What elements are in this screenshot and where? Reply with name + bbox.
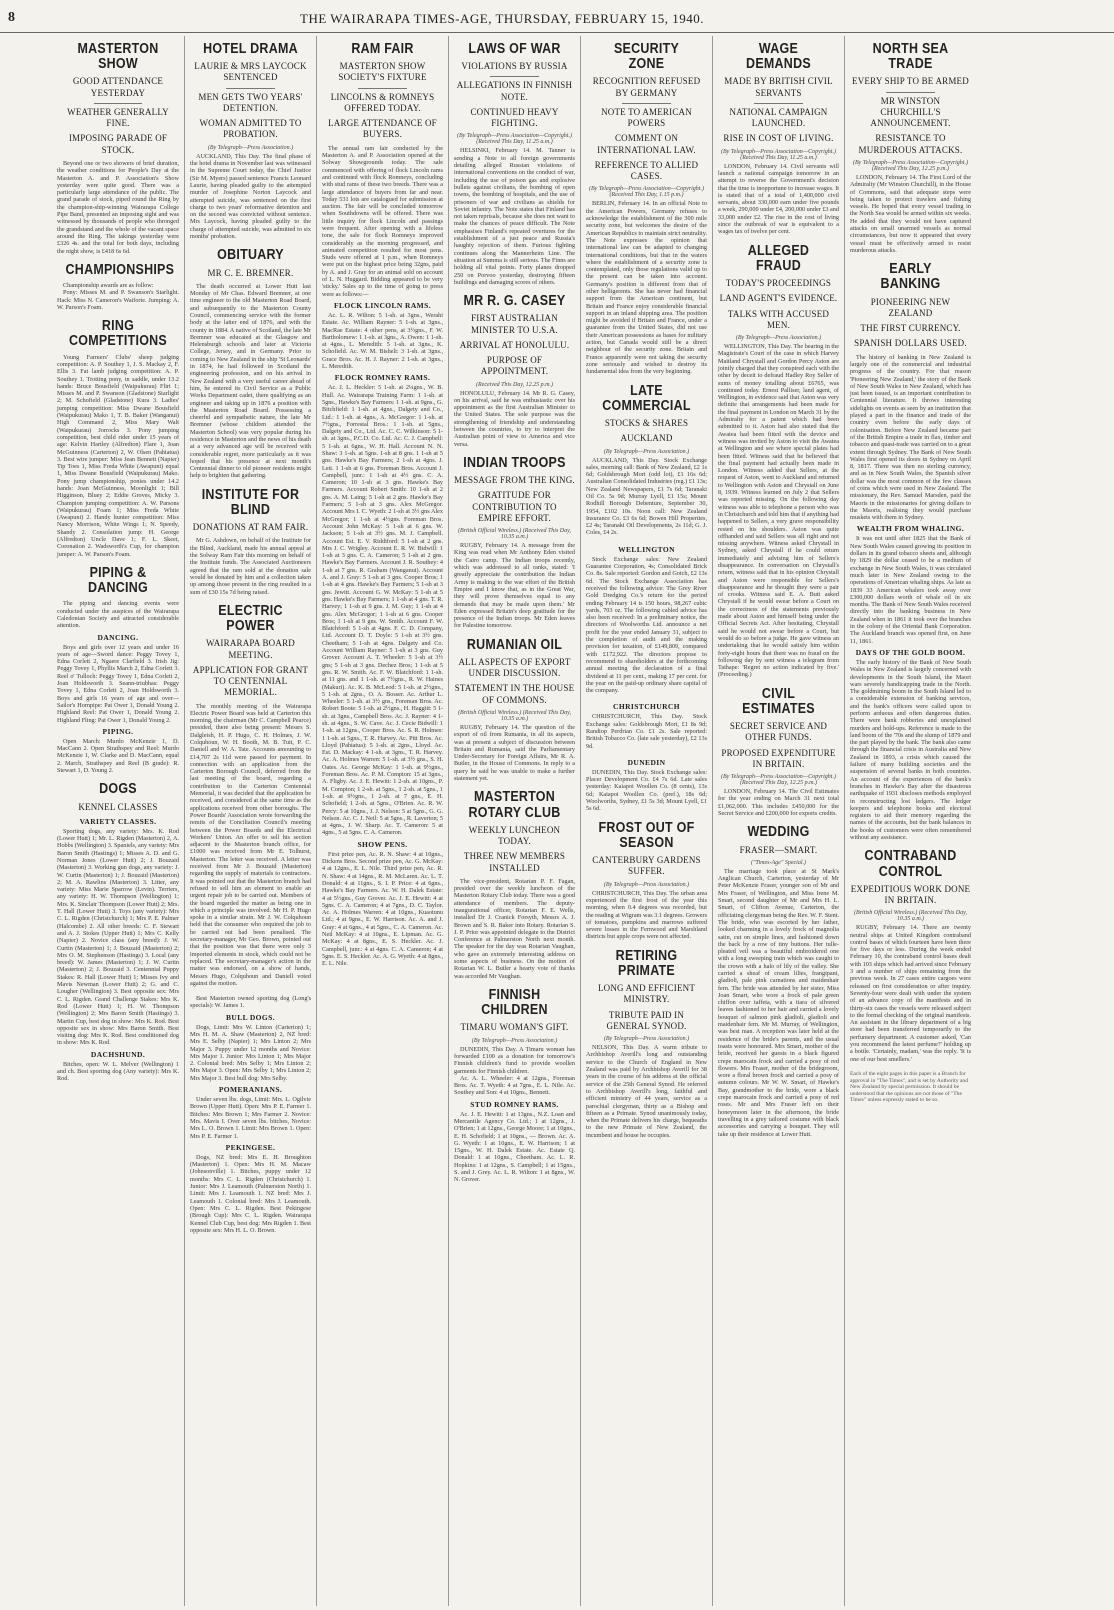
masthead-title: THE WAIRARAPA TIMES-AGE, THURSDAY, FEBRUARY 15, 1940. xyxy=(300,11,705,26)
divider xyxy=(622,103,670,104)
article-ram-fair xyxy=(322,42,443,967)
article-body: WELLINGTON, This Day. The hearing in the Magistrate's Court of the case in which Harvey Maitland Chrystall and Gordon Percy Aston are jointly charged that they conspired each with the other by deceit to defraud Hadley Roy Seller of sums of money totalling about £6765, was continued today. Ernest Palliser, land agent, of Wellington, in evidence said that Aston was very definite that arrangements had been made for the final payment in London on March 31 by the Admiralty for a patent which had been submitted to it. Aston had also stated that the Awatea had been fitted with the device and witness was invited by Aston to visit the Awatea at Wellington and see where special plates had been fitted. Witness said that he believed that the final payment had actually been made in London. Witness added that Sellers, at the request of Aston, went to Auckland and returned to Wellington with Aston and Chrystall on June 8, 1939. Witness learned on July 2 that Sellers was reported missing. On the following day witness was able to telephone a person who was in Christchurch and told him that if anything had happened to Sellers, a very grave responsibility rested on his shoulders. Aston was quite offhanded and said Sellers was all right and not missing anywhere. Witness asked Chrystall in Sydney, asked Chrystall if he could return immediately and advising him of Sellers's disappearance. In conversation on Chrystall's return, witness said that in his opinion Chrystall and Aston were responsible for Sellers's disappearance and he thought they were a pair of crooks. Witness said E. A. Butt asked Chrystall if he would swear before a Court on the correctness of the statements previously made about Aston and himself being under the Official Secrets Act. After hesitating, Chrystall said he would not swear before a Court, but would do so before a judge. He gave witness an undertaking that he would satisfy him within forty-eight hours that there was no fraud on the following day by sent witness a telegram from Taihape: 'Regret no action indicated by five.' (Proceeding.) xyxy=(718,343,839,679)
divider xyxy=(886,92,934,93)
subheadline: GRATITUDE FOR CONTRIBUTION TO EMPIRE EFFORT. xyxy=(472,490,557,523)
article-dogs-continued xyxy=(190,995,311,1234)
subheadline: PROPOSED EXPENDITURE IN BRITAIN. xyxy=(721,747,836,769)
article-body: It was not until after 1825 that the Bank of New South Wales caused growing its position in dollars in its grand tobacco sheets and, although by 1829 the dollar ceased to be a medium of exchange in New South Wales, it was circulated much later in New Zealand owing to the operations of American whaling ships. As late as 1839 33 American whalers took away over £300,000 dollars worth of whale oil in six months. The Bank of New South Wales received directly into the banking business in New Zealand when in 1861 it took over the branches in the colony of the Oriental Bank Corporation. The Auckland branch was opened first, on June 11, 1861. xyxy=(850,535,971,645)
subheadline: WEATHER GENERALLY FINE. xyxy=(67,106,169,129)
section-heading: DACHSHUND. xyxy=(90,1049,146,1059)
headline: MR R. G. CASEY xyxy=(463,293,566,310)
article-indian-troops xyxy=(454,456,575,630)
headline: LAWS OF WAR xyxy=(468,41,561,57)
article-body: Boys and girls over 12 years and under 16 years of age—Sword dance: Peggy Tovey 1, Edna Corlett 2, Ngaere Clarfield 3. Irish Jig: Peggy Tovey 1, Phyllis March 2, Edna Corlett 3. Reel o' Tulloch: Peggy Tovey 1, Edna Corlett 2, Joan Holdsworth 3. Seann-triubhas: Peggy Tovey 1, Edna Corlett 2, Joan Holdsworth 3. Boys and girls 16 years of age and over—Sailor's Hornpipe: Pat Ower 1, Donald Young 2. Highland Reel: Pat Ower 1, Donald Young 2. Highland Fling: Pat Ower 1, Donald Young 2. xyxy=(57,643,179,724)
article-finnish-children xyxy=(454,988,575,1184)
article-body: The early history of the Bank of New South Wales in New Zealand is largely concerned with developments in the South Island, the Maori wars severely handicapping trade in the North. The goldmining boom in the South Island led to a considerable extension of banking services, and the bank's officers were called upon to perform arduous and often dangerous duties. There were bank robberies and unexplained murders and hold-ups. Reference is made to the land boom of the '70s and the slump of 1879 and the part played by the bank. The bank also came through the financial crisis in Australia and New Zealand in 1893, a crisis which caused the failure of many building societies and the suspension of several banks in both countries. An account of the experiences of the bank's branches in Hawke's Bay after the disastrous earthquake of 1931 discloses methods employed in reconstructing lost ledgers. The ledger keepers and telephone books and electoral registers to aid their memory regarding the names of the accounts, but the bank balances in the books of customers were often remembered without any assistance. xyxy=(850,658,971,842)
article-masterton-show xyxy=(57,42,179,255)
article-body: NELSON, This Day. A warm tribute to Archbishop Averill's long and outstanding service to the Church of England in New Zealand was paid by Archbishop Averill for 38 years in the course of his address at the official service of the 25th General Synod. He referred to Archbishop Averill's long, faithful and efficient ministry of 44 years, service as a parochial clergyman, thirty as a Bishop and fifteen as a Primate. Synod unanimously today, when the Primate delivers his charge, bequeaths to the new Primate of New Zealand, the incumbent and house he occupies. xyxy=(586,1044,707,1139)
subheadline: TALKS WITH ACCUSED MEN. xyxy=(727,308,830,330)
headline: MASTERTON SHOW xyxy=(77,41,159,73)
subheadline: TRIBUTE PAID IN GENERAL SYNOD. xyxy=(606,1009,687,1031)
article-body: LONDON, February 14. The First Lord of the Admiralty (Mr Winston Churchill), in the House of Commons, said that adequate steps were being taken to protect trawlers and fishing vessels. He hoped that every vessel trading in the North Sea would be armed within six weeks. He added that they would not have captured attacks on small unarmed vessels as normal circumstances, but now it appeared that every vessel must be effectively armed to resist murderous attacks. xyxy=(850,173,971,254)
section-heading: WELLINGTON xyxy=(618,544,675,554)
wire-credit: ("Times-Age" Special.) xyxy=(750,859,807,866)
wire-credit: (By Telegraph—Press Association.) xyxy=(603,881,690,888)
wire-credit: (By Telegraph—Press Association—Copyright.) (Received This Day, 11.25 a.m.) xyxy=(457,133,572,146)
headline: CONTRABAND CONTROL xyxy=(864,848,957,880)
subheadline: GOOD ATTENDANCE YESTERDAY xyxy=(72,76,164,98)
section-heading: DUNEDIN xyxy=(627,757,666,767)
headline: FINNISH CHILDREN xyxy=(481,986,548,1019)
article-ring-competitions xyxy=(57,319,179,558)
subheadline: ALL ASPECTS OF EXPORT UNDER DISCUSSION. xyxy=(458,656,571,679)
headline: WEDDING xyxy=(747,824,810,841)
article-body: Ac. J. E. Hewitt: 1 at 13gns., N.Z. Loan and Mercantile Agency Co. Ltd.; 1 at 12gns., J. O'Brien; 1 at 12gns., George Moore; 1 at 10gns., E. H. Schofield; 1 at 10gns., — Brown. Ac. A. G. Wyeth: 1 at 10gns., E. W. Harrison; 1 at 15gns., W. H. Dalek Estate. Ac. Estate Q. Donald: 1 at 10gns., Cheetham. Ac. L. R. Hopkins: 1 at 12gns., S. Campbell; 1 at 15gns., S. and J. Grey. Ac. L. R. Wilton: 1 at 8gns., W. N. Grover. xyxy=(454,1110,575,1184)
article-dunedin xyxy=(586,758,707,813)
article-body: Pony: Misses M. and P. Swanson's Starlight. Hack: Miss N. Cameron's Waiforte. Jumping: A. W. Parson's Foam. xyxy=(57,289,179,311)
section-heading: VARIETY CLASSES. xyxy=(79,816,157,826)
subheadline: THE FIRST CURRENCY. xyxy=(860,323,961,334)
article-body: The history of banking in New Zealand is largely one of the commercial and industrial progress of the country. For that reason 'Pioneering New Zealand,' the story of the Bank of New South Wales in New Zealand, which has just been issued, is an important contribution to Centennial literature. It throws interesting sidelights on events as seen by an institution that played a part in the finance and trade of the country even before the early days of colonisation. Before New Zealand became part of the British Empire a trade in flax, timber and tobacco and quasi-trade was carried on to a great extent through Sydney. The Bank of New South Wales first opened its doors in Sydney on April 8, 1817. There was then no sterling currency, and as in New South Wales, the Spanish silver dollar was the most common of the few classes of coins which were used in New Zealand. The missionary, the Rev. Samuel Marsden, paid the Maoris in the missionaries for giving dollars to the Maoris, realising they would purchase muskets with them in Sydney. xyxy=(850,353,971,522)
article-piping-dancing xyxy=(57,566,179,774)
subheadline: STOCKS & SHARES xyxy=(604,418,689,428)
subheadline: ALLEGATIONS IN FINNISH NOTE. xyxy=(456,80,573,102)
article-retiring-primate xyxy=(586,949,707,1139)
headline: PIPING & DANCING xyxy=(87,564,148,597)
subheadline: MASTERTON SHOW SOCIETY'S FIXTURE xyxy=(338,61,427,83)
subheadline: MADE BY BRITISH CIVIL SERVANTS xyxy=(724,76,833,98)
subheadline: SECRET SERVICE AND OTHER FUNDS. xyxy=(729,721,828,743)
article-body: Under seven lbs. dogs, Limit: Mrs. L. Ogilvie Brown (Upper Hutt). Open: Mrs P. E. Farmer 1. Bitches: Mrs Brown 1; Mrs Farmer 2. Novice: Mrs. Mavis I. Over seven lbs. bitches, Novice: Mrs L. O. Brown 1. Limit: Mrs Brown 1. Open: Mrs P. E. Farmer 1. xyxy=(190,1096,311,1140)
headline: LATE COMMERCIAL xyxy=(602,382,691,414)
article-dogs xyxy=(57,782,179,1082)
headline: RAM FAIR xyxy=(351,41,414,57)
article-body: RUGBY, February 14. There are twenty neutral ships at United Kingdom contraband control bases of which fourteen have been there for five days or less. During the week ended February 10, the contraband control bases dealt with 103 ships which had arrived since February 3 and a number of ships remaining from the previous week. In 27 cases entire cargoes were released on first consideration or after inquiry. Seventy-four were dealt with under the system of an advance copy of the manifests and in thirty-six cases the vessels were released subject to the formal checking of the original manifests. An assistant in the library department of a big store had been transferred temporarily to the perfumery department. A customer asked, 'Can you recommend the latest perfume?' holding up a bottle. 'Certainly, madam,' was the reply. 'It is one of our best smellers.' xyxy=(850,924,971,1063)
subheadline: REFERENCE TO ALLIED CASES. xyxy=(594,159,699,182)
column-1 xyxy=(52,36,184,1606)
subheadline: RECOGNITION REFUSED BY GERMANY xyxy=(592,76,701,98)
article-body: AUCKLAND, This Day. Stock Exchange sales, morning call: Bank of New Zealand, £2 1s 6d; Goldsbrough Mort (odd lot), £1 16s 6d; Australian Consolidated Industries (reg.) £1 13s; New Zealand Newspapers, £1 7s 6d; Taranaki Oil Co. 5s 9d; Murray Lyell, £1 15s; Mount Rodhill Borough Debenture, September 30, 1954, £102 10s. Noon call: New Zealand Insurance Co. £3 6s 6d; Bowen Hill Properties, £2 4s; Taranaki Oil Developments, 2s 11d; G. J. Coles, £4 2s. xyxy=(586,456,707,537)
divider xyxy=(754,103,802,104)
subheadline: EVERY SHIP TO BE ARMED xyxy=(852,76,969,87)
headline: RING COMPETITIONS xyxy=(68,318,168,350)
column-2 xyxy=(184,36,316,1606)
divider xyxy=(94,103,143,104)
headline: MASTERTON ROTARY CLUB xyxy=(468,789,561,821)
headline: OBITUARY xyxy=(217,247,284,264)
subheadline: PURPOSE OF APPOINTMENT. xyxy=(480,355,549,377)
subheadline: MEN GETS TWO YEARS' DETENTION. xyxy=(198,91,303,113)
article-body: CHRISTCHURCH, This Day. The urban area experienced the first frost of the year this morning, when 0.4 degrees was recorded, but the reading at Wigram was 3.1 degrees. Growers of tomatoes, pumpkins and marrows suffered severe losses in the Fernwood and Marshland districts but apple crops were not affected. xyxy=(586,889,707,941)
headline: FROST OUT OF SEASON xyxy=(598,819,695,851)
subheadline: SPANISH DOLLARS USED. xyxy=(854,338,967,349)
article-body: RUGBY, February 14. A message from the King was read when Mr Anthony Eden visited the Cairo camp. The Indian troops recently, which was addressed to all ranks, stated: 'I greatly appreciate the contribution the Indian Army is making to the war effort of the British Empire and I know that, as in the Great War, they will prove themselves equal to any demands that may be made upon them.' Mr Eden expressed Britain's deep gratitude for the presence of the Indian troops. Mr Eden leaves for Palestine tomorrow. xyxy=(454,542,575,630)
subheadline: FIRST AUSTRALIAN MINISTER TO U.S.A. xyxy=(470,313,559,335)
subheadline: WAIRARAPA BOARD MEETING. xyxy=(206,638,295,660)
article-alleged-fraud xyxy=(718,244,839,679)
wire-credit: (British Official Wireless.) (Received This Day, 10.35 a.m.) xyxy=(458,709,571,722)
article-body: Open March: Murdo McKenzie 1, D. MacCann 2. Open Strathspey and Reel: Murdo McKenzie 1, W. Clarke and D. MacCann, equal 2. March, Strathspey and Reel (B grade): R. Stewart 1, D. Young 2. xyxy=(57,737,179,775)
divider xyxy=(358,88,406,89)
subheadline: PIONEERING NEW ZEALAND xyxy=(870,296,951,318)
section-heading: DAYS OF THE GOLD BOOM. xyxy=(855,647,966,657)
subheadline: RISE IN COST OF LIVING. xyxy=(723,133,834,144)
article-electric-power xyxy=(190,604,311,987)
article-christchurch xyxy=(586,702,707,749)
article-body: RUGBY, February 14. The question of the export of oil from Rumania, in all its aspects, was at present a subject of discussion between Britain and Rumania, said the Parliamentary Under-Secretary for Foreign Affairs, Mr R. A. Butler, in the House of Commons. In reply to a query he said he was unable to make a further statement yet. xyxy=(454,723,575,783)
article-body: Ac. L. R. Wilton: 5 1-sh. at 3gns., Werahi Estate. Ac. William Rayner: 5 1-sh. at 3gns., MacRae Estate: 4 other pens, at 3½gns., F. W. Bartholomew: 1 1-sh. at 3gns., A. Owen: 1 1-sh. at 4gns., L. Meredith: 5 1-sh. at 3gns., K. Schofield. Ac. W. M. Bisheli: 3 1-sh. at 3gns., Grace Bros. Ac. H. J. Rayner: 2 1-sh. at 3gns., L. Meredith. xyxy=(322,311,443,371)
section-heading: DANCING. xyxy=(97,632,139,642)
article-security-zone xyxy=(586,42,707,376)
article-body: LONDON, February 14. The Civil Estimates for the year ending on March 31 next total £1,062,000. This includes £450,000 for the Secret Service and £200,000 for exports credits. xyxy=(718,788,839,818)
article-intro: Championship awards are as follow: xyxy=(63,282,154,290)
subheadline: LARGE ATTENDANCE OF BUYERS. xyxy=(328,118,437,140)
section-heading: PEKINGESE. xyxy=(225,1142,276,1152)
wire-credit: (Received This Day, 12.25 p.m.) xyxy=(476,381,553,388)
subheadline: STATEMENT IN THE HOUSE OF COMMONS. xyxy=(454,683,575,705)
section-heading: FLOCK ROMNEY RAMS. xyxy=(334,373,431,383)
section-heading: CHRISTCHURCH xyxy=(613,702,680,712)
subheadline: WOMAN ADMITTED TO PROBATION. xyxy=(199,118,302,140)
subheadline: MR C. E. BREMNER. xyxy=(207,267,294,278)
subheadline: LAURIE & MRS LAYCOCK SENTENCED xyxy=(194,61,307,83)
subheadline: CANTERBURY GARDENS SUFFER. xyxy=(592,855,701,877)
subheadline: RESISTANCE TO MURDEROUS ATTACKS. xyxy=(858,133,963,155)
subheadline: MESSAGE FROM THE KING. xyxy=(454,475,575,486)
wire-credit: (By Telegraph—Press Association.) xyxy=(603,448,690,455)
headline: WAGE DEMANDS xyxy=(746,41,811,73)
subheadline: NATIONAL CAMPAIGN LAUNCHED. xyxy=(729,106,828,129)
article-contraband-control xyxy=(850,849,971,1063)
subheadline: LINCOLNS & ROMNEYS OFFERED TODAY. xyxy=(330,91,435,113)
subheadline: ARRIVAL AT HONOLULU. xyxy=(459,339,570,350)
wire-credit: (By Telegraph—Press Association—Copyright.) (Received This Day, 11.25 a.m.) xyxy=(721,148,836,161)
article-civil-estimates xyxy=(718,687,839,818)
subheadline: TODAY'S PROCEEDINGS xyxy=(725,278,832,289)
section-heading: BULL DOGS. xyxy=(225,1012,275,1022)
article-body: DUNEDIN, This Day. Stock Exchange sales: Placer Development Co. £4 7s 6d. Late sales yesterday: Kaiapoi Woollen Co. (8 cents), 13s 6d; Kaiapoi Woollen Co. (pref.), 18s 6d; Woolworths, Sydney, £1 5s 3d; Mount Lyell, £1 5s 6d. xyxy=(586,768,707,813)
wire-credit: (By Telegraph—Press Association.) xyxy=(603,1036,690,1043)
headline: DOGS xyxy=(99,781,137,798)
article-body: The marriage took place at St Mark's Anglican Church, Carterton, yesterday of Mr Peter McKenzie Fraser, younger son of Mr and Mrs Fraser, of Wellington, and Miss Irene M. Smart, second daughter of Mr and Mrs H. L. Smart, of Clifton Avenue, Carterton, the officiating clergyman being the Rev. W. F. Stent. The bride, who was escorted by her father, looked charming in a lovely frock of magnolia satin, cut on simple lines, and fashioned down the back by a row of tiny buttons. Her tulle-pleated veil was a beautiful embroidered one with a long sweeping train which was caught to the crown with a halo of lily of the valley. She carried a sheaf of cream lilies, frangipani, gladioli, pale pink carnations and maidenhair fern. The bride was attended by her sister, Miss Joan Smart, who wore a frock of pale green chiffon over taffeta, with a tiara of silvered leaves fashioned to her hair and carried a lovely bouquet of salmon pink gladioli, gladioli and maidenhair fern. Mr M. Murray, of Wellington, was best man. A reception was later held at the residence of the bride's parents, and the usual toasts were honoured. Mrs Smart, mother of the bride, received her guests in a black figured crepe marocain frock and carried a posy of red flowers. Mrs Fraser, mother of the bridegroom, wore a floral brown frock and carried a posy of autumn colours. Mr W. W. Smart, of Hawke's Bay, grandmother to the bride, wore a black crepe marocain frock and carried a posy of red roses. Mr and Mrs Fraser left on their honeymoon later in the afternoon, the bride travelling in a grey tailored costume with black accessories and carrying a bouquet. They will take up their residence at Lower Hutt. xyxy=(718,867,839,1138)
headline: ELECTRIC POWER xyxy=(218,602,283,635)
headline: INSTITUTE FOR BLIND xyxy=(201,486,300,518)
article-body: The vice-president, Rotarian P. F. Fagan, presided over the weekly luncheon of the Masterton Rotary Club today. There was a good attendance of members. The deputy-inaugurational officer, Rotarian F. E. Wells, installed Dr J. Cranick Forsyth, Messrs A. J. Brown and S. R. Baker into Rotary. Rotarian S. J. P. Prior was appointed delegate to the District Conference at Palmerston North next month. The speaker for the day was Rotarian Vaughan, who gave an extremely interesting address on some aspects of business. On the motion of Rotarian W. L. Butler a hearty vote of thanks was accorded Mr Vaughan. xyxy=(454,877,575,980)
article-body: DUNEDIN, This Day. A Timaru woman has forwarded £100 as a donation for tomorrow's Finnish children's fund to provide woollen garments for Finnish children. xyxy=(454,1045,575,1075)
article-north-sea-trade xyxy=(850,42,971,254)
article-casey xyxy=(454,294,575,448)
article-body: HONOLULU, February 14. Mr R. G. Casey, on his arrival, said he was enthusiastic over his appointment as the first Australian Minister to the United States. The sole purpose was the strengthening of friendship and understanding between the countries, to try to interpret the Australian point of view to America and vice versa. xyxy=(454,389,575,448)
subheadline: WEEKLY LUNCHEON TODAY. xyxy=(468,824,561,847)
article-body: LONDON, February 14. Civil servants will launch a national campaign tomorrow in an attempt to reverse the Government's decision that the time is inopportune to increase wages. It is stated that of a total of 1,400,000 civil servants, about 330,000 earn under five pounds a week, 290,000 under £4, 200,000 under £3 and 33,000 under £2. The rise in the cost of living since the outbreak of war is equivalent to a wages tax of twelve per cent. xyxy=(718,162,839,236)
divider xyxy=(490,76,538,77)
headline: EARLY BANKING xyxy=(880,261,941,293)
subheadline: THREE NEW MEMBERS INSTALLED xyxy=(463,851,566,873)
article-championships xyxy=(57,263,179,311)
article-body: Dogs, NZ bred: Mrs E. H. Broughton (Masterton) 1. Open: Mrs H. M. Macaw (Johnsonville) 1. Bitches, puppy under 12 months: Mrs C. L. Rigden (Christchurch) 1. Junior: Mrs J. Leamouth (Palmerston North) 1. Limit: Mrs J. Leamouth 1. NZ bred: Mrs J. Leamouth 1. Colonial bred: Mrs J. Leamouth. Open: Mrs C. L. Rigden. Best Pekingese (Brough Cup): Mrs C. L. Rigden. Wairarapa Kennel Club Cup, best dog: Mrs Rigden 1. Best opposite sex: Mrs H. L. O. Brown. xyxy=(190,1153,311,1234)
wire-credit: (By Telegraph—Press Association—Copyright.) (Received This Day, 12.25 p.m.) xyxy=(721,774,836,787)
article-early-banking xyxy=(850,262,971,841)
subheadline: NOTE TO AMERICAN POWERS xyxy=(601,106,692,129)
wire-credit: (By Telegraph—Press Association.) xyxy=(207,144,294,151)
subheadline: TIMARU WOMAN'S GIFT. xyxy=(460,1022,569,1033)
article-body: The piping and dancing events were conducted under the auspices of the Wairarapa Caledonian Society and attracted considerable attention. xyxy=(57,600,179,630)
headline: ALLEGED FRAUD xyxy=(747,242,810,274)
article-wage-demands xyxy=(718,42,839,236)
section-heading: WEALTH FROM WHALING. xyxy=(856,524,965,534)
article-laws-of-war xyxy=(454,42,575,286)
section-heading: PIPING. xyxy=(102,726,134,736)
article-body: The death occurred at Lower Hutt last Monday of Mr Chas. Edward Bremner, at one time engineer to the old Masterton Road Board, and subsequently to the Masterton County Council, commencing service with the former body at the latter end of 1876, and with the county in 1884. A native of Scotland, the late Mr Bremner was educated at the Glasgow and Helensburgh schools and later at Victoria College, Jersey, and in Germany. Prior to coming to New Zealand in the ship 'St Leonards' in 1874, he had followed in Scotland the engineering profession, and on his arrival in New Zealand with a very useful career ahead of him, he entered its Civil Service as a Public Works Department cadet, there qualifying as an engineer and taking up in 1876 a position with the Masterton Road Board. Possessing a cheerful and sympathetic nature, the late Mr Bremner (whose children attended the Masterton School) was very popular during his residence in Masterton and the news of his death at a very advanced age will be received with considerable regret, more particularly as it was hoped that his presence at next month's Centennial dinner to old pioneer residents might help to brighten that gathering. xyxy=(190,282,311,480)
section-heading: POMERANIANS. xyxy=(218,1085,283,1095)
columns xyxy=(52,36,1108,1606)
article-body: Sporting dogs, any variety: Mrs. K. Rod (Lower Hutt) 1; Mr. L. Rigden (Masterton) 2, A. Hobbs (Wellington) 3. Spaniels, any variety: Mrs Baron Smith (Hastings) 1; Misses A. D. and G. Norman Jones (Lower Hutt) 2; J. Bouzaid (Masterton) 3. Working gun dogs, any variety: J. W. Curtin (Masterton) 1; J. Bouzaid (Masterton) 2; M. A. Rawlins (Masterton) 3. Litter, any variety: Miss Marie Sparrow (Levin). Terriers, any variety: H. W. Thompson (Wellington) 1; Mrs. K. Sinclair Thompson (Lower Hutt) 2; Mrs. T. Hall (Lower Hutt) 3. Toys (any variety): Mrs C. L. Rigden (Christchurch) 1; Mrs P. E. Palmer (Halcombe) 2. All other breeds: C. F. Stewart and A. J. Stokes (Upper Hutt) 1; Mrs C. Kelly (Napier) 2. Novice class (any breed): J. W. Curtin (Masterton) 1; J. Bouzaid (Masterton) 2; Mrs O. M. Stephenson (Hastings) 3. Local (any breed): W. James (Masterton) 1; J. W. Curtin (Masterton) 2; J. Bouzaid 3. Centennial Puppy Stakes: R. Hall (Lower Hutt) 1; Misses Ivy and Mavis Newman (Lower Hutt) 2; G. and C. Lougher (Wellington) 3. Best opposite sex: Mrs C. L. Rigden. Grand Challenge Stakes: Mrs K. Rod (Lower Hutt) 1; H. W. Thompson (Wellington) 2; Mrs Baron Smith (Hastings) 3. Martin Cup, best dog in show: Mrs K. Rod. Best opposite sex in show: Mrs Baron Smith. Best visiting dog: Mrs K. Rod. Best conditioned dog in show: Mrs K. Rod. xyxy=(57,827,179,1047)
section-heading: SHOW PENS. xyxy=(357,839,408,849)
wire-credit: (By Telegraph—Press Association—Copyright.) (Received This Day, 12.25 p.m.) xyxy=(853,159,968,172)
article-body: AUCKLAND, This Day. The final phase of the hotel drama in November last was witnessed in the Supreme Court today, the Chief Justice (Sir M. Myers) passed sentence Francis Leonard Laurie, having pleaded guilty to the attempted murder of Josephine Norton Laycock and attempted suicide, was sentenced on the first charge to two years' reformative detention and on the second was convicted without sentence. Mrs Laycock, having pleaded guilty to the charge of attempted suicide, was admitted to six months' probation. xyxy=(190,152,311,240)
subheadline: EXPEDITIOUS WORK DONE IN BRITAIN. xyxy=(850,883,971,906)
article-body: Young Farmers' Clubs' sheep judging competition: A. P. Southey 1, J. S. Mackay 2, F. Ellis 3. Fat lamb judging competition: A. P. Southey 1. Trotting pony, in saddle, under 13.2 hands: Bruce Bousfield (Waipukurau) Flirt 1; Misses M. and P. Swanson (Gladstone) Starlight 2; M. Schofield (Gladstone) Kura 3. Ladies' jumping competition: Miss Dwane Bousfield (Waipukurau) Mako 1, T. B. Baker (Wanganui) High Command 2, Miss Mary Walt (Waipukurau) Jorrocks 3. Pony jumping competition, best child rider under 15 years of age: Kelvin Hartley (Alfredton) Flare 1, Joan McGuinness (Carterton) 2, W. Olsen (Pahiatua) 3. Best wire jumper: Miss Jean Bennett (Napier) Tip Toes 1, Miss Freda White (Awapuni) equal 1, Miss Dwane Bousfield (Waipukurau) Mako. Pony jump championship, ponies under 14.2 hands: Joan McGuinness, Moonlight 1; Bill Higginson, Bluey 2; Eddie Groves, Micky 3. Champion jumping competition: A. W. Parsons (Waipukurau) Foam 1; Miss Freda White (Awapuni) 2. Handy hunter competition: Miss Nancy Morrison, White Wings 1; N. Speedy, Shandy 2. Consolation jump: H. George (Alfredton) Uncle Dave 1; F. L. Skeet, Coronation 2. Wadsworth's Cup, for champion jumper: A. W. Parson's Foam. xyxy=(57,353,179,558)
article-wellington xyxy=(586,545,707,695)
article-body: Bitches, open: W. L. Melver (Wellington) 1 and ch. Best sporting dog (Any variety): Mrs K. Rod. xyxy=(57,1060,179,1083)
headline: NORTH SEA TRADE xyxy=(872,41,949,73)
article-body: Beyond one or two showers of brief duration, the weather conditions for People's Day at the Masterton A. and P. Association's Show yesterday were quite good. There was a particularly large attendance of the public. The grand parade of stock, piped round the Ring by the champion-ship-winning Wairarapa College Pipe Band, presented an imposing sight and was witnessed by thousands of people who thronged the grandstand and the whole of the vacant space around the Ring. The takings yesterday were £326 4s. and the total for both days, including the night show, is £418 6s 6d. xyxy=(57,159,179,255)
subheadline: DONATIONS AT RAM FAIR. xyxy=(192,522,309,533)
subheadline: LONG AND EFFICIENT MINISTRY. xyxy=(597,983,696,1005)
column-5 xyxy=(580,36,712,1606)
headline: INDIAN TROOPS xyxy=(463,454,566,471)
page-number: 8 xyxy=(8,10,15,25)
article-institute-blind xyxy=(190,488,311,596)
article-rumanian-oil xyxy=(454,638,575,783)
subheadline: LAND AGENT'S EVIDENCE. xyxy=(719,293,838,304)
subheadline: COMMENT ON INTERNATIONAL LAW. xyxy=(597,133,696,155)
column-7 xyxy=(844,36,976,1606)
article-body: Ac. A. L. Wheeler: 4 at 12gns., Foreman Bros. Ac. T. Wyeth: 4 at 7gns., E. L. Nile. Ac. Southey and Son: 4 at 10gns., Bennett. xyxy=(454,1074,575,1097)
article-body: First prize pen, Ac. R. N. Shaw: 4 at 10gns., Dickens Bros. Second prize pen, Ac. G. McKay: 4 at 12gns., E. L. Nile. Third prize pen, Ac. R. N. Shaw: 4 at 14gns., R. M. McLaren. Ac. L. T. Donald: 4 at 11gns., S. I. P. Price: 4 at 6gns., Hawke's Bay Farmers. Ac. W. H. Dalek Estate: 4 at 5½gns., Guy Grover. Ac. J. E. Hewitt: 4 at 5gns. C. A. Cameron; 4 at 7gns., D. C. Taylor. Ac. A. Holmes Warren: 4 at 10gns., Kuaotunu Ltd.; 4 at 9gns., E. W. Harrison. Ac. A. and J. Gray: 4 at 6gns., 4 at 5gns., C. A. Cameron. Ac. Neil McKay: 4 at 10gns., E. Lipman. Ac. G. McKay: 4 at 8gns., E. S. Heckler. Ac. J. Campbell, junr.: 4 at 4gns. C. A. Cameron; 4 at 5gns. E. S. Heckler. Ac. A. G. Wyeth: 4 at 8gns., E. L. Nile. xyxy=(322,850,443,968)
article-body: The monthly meeting of the Wairarapa Electric Power Board was held at Carterton this morning, the chairman (Mr C. Campbell Pearce) presided, there also being present: Messrs S. Dalgleish, H. P. Hugo, C. H. Holmes, J. W. Colquhoun, W. H. Booth, M. B. Tuit, P. C. Daniell and W. A. Tate. Accounts amounting to £14,707 2s 11d were passed for payment. In connection with an application from the Carterton Borough Council, deferred from the last meeting of the board, regarding a contribution to the Carterton Centennial Memorial, it was decided that the application be received, and considered at the same time as the applications received from other boroughs. The Power Boards' Association wrote forwarding the remits of the Conciliation Council's meeting between the Power Boards and the Electrical Workers' Union. An offer to sell his section adjacent to the Masterton branch office, for £1000 was received from Mr E. Tolhurst, Masterton. The letter was received. A letter was received from Mr J. Bouzaid (Masterton) regarding the supply of materials to contractors. It was pointed out that the Masterton branch had refused to sell him an element to enable an urgent repair job to be carried out. Members of the board regarded the matter as being one in which a principle was involved. Mr H. P. Hugo spoke in a similar strain. Mr J. W. Colquhoun held that the consumer who required the job to be carried out had been penalised. The secretary-manager, Mr Geo. Brown, pointed out that the position was that there were only 3 imported elements in stock, which could not be replaced. The secretary-manager's action in the matter was endorsed, on a show of hands, Messrs Hugo, Colquhoun and Daniell voted against the motion. xyxy=(190,702,311,987)
wire-credit: (British Official Wireless.) (Received This Day, 10.35 a.m.) xyxy=(854,910,967,923)
subheadline: IMPOSING PARADE OF STOCK. xyxy=(68,133,168,155)
article-body: Dogs, Limit: Mrs W. Linton (Carterton) 1; Mrs H. M. A. Shaw (Masterton) 2, NZ bred: Mrs E. Selby (Napier) 1; Mrs Linton 2; Mrs Major 3. Puppy under 12 months and Novice: Mrs Major 1. Junior: Mrs Linton 1; Mrs Major 2. Colonial bred: Mrs Selby 1; Mrs Linton 2; Mrs Major 3. Open: Mrs Selby 1; Mrs Linton 2; Mrs Major 3. Best bull dog: Mrs Selby. xyxy=(190,1023,311,1082)
headline: CIVIL ESTIMATES xyxy=(742,685,815,717)
article-rotary-club xyxy=(454,790,575,980)
article-frost xyxy=(586,821,707,941)
subheadline: CONTINUED HEAVY FIGHTING. xyxy=(470,106,559,129)
headline: RETIRING PRIMATE xyxy=(615,947,678,979)
subheadline: APPLICATION FOR GRANT TO CENTENNIAL MEMORIAL. xyxy=(192,664,309,698)
column-3 xyxy=(316,36,448,1606)
headline: RUMANIAN OIL xyxy=(466,636,563,653)
column-6 xyxy=(712,36,844,1606)
wire-credit: (By Telegraph—Press Association—Copyright.) (Received This Day, 1.15 p.m.) xyxy=(589,186,704,199)
article-body: Mr G. Ashdown, on behalf of the Institute for the Blind, Auckland, made his annual appeal at the Solway Ram Fair this morning on behalf of the Institute funds. The Associated Auctioneers agreed that the ram sold at the donation sale would be donated by him and a collection taken up among those present in the ring resulted in a sum of £30 15s 7d being raised. xyxy=(190,537,311,596)
headline: HOTEL DRAMA xyxy=(203,41,298,57)
subheadline: MR WINSTON CHURCHILL'S ANNOUNCEMENT. xyxy=(870,95,951,129)
divider xyxy=(226,88,274,89)
article-body: BERLIN, February 14. In an official Note to the American Powers, Germany refuses to acknowledge the establishment of the 300 mile security zone, but welcomes the desire of the American Republics to maintain strict neutrality. The Note expresses the opinion that international law can be adapted to changing international conditions, but that in the waters where the establishment of a security zone is contemplated, only those regulations valid up to the present can be taken into account. Germany's position is different from that of other belligerents. She has never had financial support from the American continent, but Britain and France enjoy considerable financial support in an inland shipping area. The position might be avoided if Britain and France, under a guarantee from the United States, did not use their American possessions as bases for military action, but Canada would still be a direct neighbour of the security zone. Britain and France apparently were not taking the security zone seriously and wished to destroy its fundamental idea from the very beginning. xyxy=(586,200,707,376)
wire-credit: (By Telegraph—Press Association.) xyxy=(735,335,822,342)
article-body: The annual ram fair conducted by the Masterton A. and P. Association opened at the Solway Showgrounds today. The sale commenced with offering of flock Lincoln rams and continued with flock Romneys, concluding with stud rams of these two breeds. There was a large attendance of buyers from far and near. Today 531 lots are catalogued for submission at auction. The fair will be concluded tomorrow when Southdowns will be offered. There was little inquiry for flock Lincoln and passings were frequent. After opening with a lifeless tone, the sale for flock Romneys improved considerably as the morning progressed, and animated competition resulted for most pens. Studs were offered at 1 p.m., when Romneys were put on the highest price being 32gns, paid by A. and J. Gray for an animal sold on account of L. N. Huggard. Bidding appeared to be very 'sticky.' Sales up to the time of going to press were as follows:— xyxy=(322,144,443,298)
article-body: CHRISTCHURCH, This Day. Stock Exchange sales: Goldsbrough Mort, £1 8s 9d; Randiop Perdrian Co. £1 2s. Sale reported: British Tobacco Co. (late sale yesterday), £2 13s 9d. xyxy=(586,713,707,750)
article-obituary xyxy=(190,248,311,479)
subheadline: VIOLATIONS BY RUSSIA xyxy=(461,61,568,72)
subheadline: FRASER—SMART. xyxy=(739,844,818,855)
wire-credit: (By Telegraph—Press Association.) xyxy=(471,1037,558,1044)
section-heading: STUD ROMNEY RAMS. xyxy=(470,1099,559,1109)
column-4 xyxy=(448,36,580,1606)
article-body: Best Masterton owned sporting dog (Long's specials): W. James 1. xyxy=(190,995,311,1010)
wire-credit: (British Official Wireless.) (Received This Day, 10.35 a.m.) xyxy=(458,528,571,541)
article-body: HELSINKI, February 14. M. Tanner is sending a Note to all foreign governments detailing alleged Russian violations of international conventions on the conduct of war, including the use of poison gas and explosive bullets against civilians, the bombing of open towns, the bombing of hospitals, and the use of prisoners of war and civilians as shields for Soviet infantry. The Note states that Finland has not taken reprisals, because she does not want to make the chances of peace difficult. The Note emphasises Finland's repeated overtures for the establishment of a just peace and Russia's haughty rejection of them. Furious fighting continues along the Mannerheim Line. The situation at Summa is still serious. The Finns are holding all vital points. Forty planes dropped 250 on Porvoo yesterday, destroying fifteen buildings and damaging scores of others. xyxy=(454,147,575,286)
subheadline: AUCKLAND xyxy=(620,433,673,444)
footer-note: Each of the eight pages in this paper is a Branch for approval in "The Times", and is set by Authority and New Zealand by special permission. It should be understood that the opinions are not those of "The Times" unless expressly stated to be so. xyxy=(850,1070,968,1104)
article-body: Stock Exchange sales: New Zealand Guarantee Corporation, 4s; Consolidated Brick Co. 8s. Sale reported: Gordon and Gotch, £2 13s 6d. The Stock Exchange Association has received the following advice: The Grey River Gold Dredging Co.'s return for the period ending February 14 is 150 hours, 98,267 cubic yards, 703 oz. The following cabled advice has also been received: In a preliminary notice, the directors of Woolworths Ltd. announce a net profit for the year ended January 31, subject to the completion of audit and the making provision for taxation, of £149,809, compared with £172,922. The directors propose to recommend to shareholders at the forthcoming annual meeting the declaration of a final dividend at 11 per cent., making 17 per cent. for the year on the paid-up ordinary share capital of the company. xyxy=(586,555,707,695)
article-body: Ac. J. L. Heckler: 5 1-sh. at 2¼gns., W. B. Hull. Ac. Wairarapa Training Farm: 1 1-sh. at 5gns., Hawke's Bay Farmers: 1 1-sh. at 9gns., G. Bitchfield: 1 1-sh. at 4gns., Dalgety and Co., Ltd.: 1 1-sh. at 4gns., A. McGregor: 1 1-sh. at 7½gns., Forrestal Bros.: 1 1-sh. at 5gns., Dalgety and Co., Ltd. Ac. C. C. Wilkinson: 5 1-sh. at 3gns., P.C.D. Co. Ltd. Ac. C. J. Campbell: 5 1-sh. at 6gns., W. H. Hall. Account N. N. Shaw: 3 1-sh. at 5gns. 1-sh at 8 gns. 1 1-sh at 5 gns. Hawke's Bay Farmers; 2 1-sh at 4gns. J. Lett. 1 1-sh at 6 gns. Foreman Bros. Account J. Campbell, junr.: 1 1-sh at 4½ gns. C. A. Cameron; 10 1-sh at 3 gns. Hawke's Bay Farmers. Account Robert Smith: 10 1-sh at 2 gns. A. M. Laing; 5 1-sh at 2 gns. Hawke's Bay Farmers; 5 1-sh at 3 gns. Alex McGregor. Account Mrs I. C. Wyeth: 2 1-sh at 3½ gns Alex McGregor; 1 1-sh at 4½gns. Foreman Bros. Account John McKay: 5 1-sh at 6 gns. W. Jackson; 5 1-sh at 3½ gns. M. J. Campbell. Account Est. E. V. Riddiford: 5 1-sh at 2 gns. Mrs J. C. Wrigley. Account E. R. W. Bidwill: 1 1-sh at 3 gns. C. A. Cameron; 5 1-sh at 2 gns. Hawke's Bay Farmers. Account J. R. Southey: 4 1-sh at 7 gns. R. Graham (Wanganui). Account A. and J. Gray: 5 1-sh at 3 gns. Cooper Bros; 1 1-sh at 4 gns. Hawke's Bay Farmers; 5 1-sh at 3 gns. Jewitt. Account G. W. McKay: 5 1-sh at 5 gns. Hawke's Bay Farmers; 1 1-sh at 4 gns. T. R. Harvey; 1 1-sh at 9 gns. J. M. Guy; 1 1-sh at 4 gns. Alex McGregor; 1 1-sh at 6 gns. Cooper Bros; 1 1-sh at 9 gns. W. Smith. Account F. W. Blatchford: 5 1-sh at 4gns. F. C. D. Company, Ltd. Account D. T. Doyle: 5 1-sh at 3½ gns. Cheetham; 5 1-sh at 4gns. Dalgety and Co. Account William Rayner: 5 1-sh at 3 gns. Guy Grover. Account A. T. Wheeler: 5 1-sh at 3½ gns; 5 1-sh at 3 gns. Dechez Bros; 1 1-sh at 5 gns. R. W. Smith. Ac. F. W. Blatchford: 1 1-sh. at 11 gns. and 1 1-sh. at 7½gns., R. W. Haines (Makuri). Ac. K. B. McLeod: 5 1-sh. at 2½gns., 5 1-sh. at 2gns., O. A. Bosser. Ac. Arthur L. Wheeler: 5 1-sh. at 3½ gns., Foreman Bros. Ac. Robert Boote: 5 1-sh. at 2½gns., H. Haggitt: 5 1-sh. at 3gns., Campbell Bros. Ac. J. Rayner: 4 1-sh. at 4gns., S. W. Cave. Ac. J. Cecie Bidwill: 1 1-sh. at 12gns., Cooper Bros. Ac. S. R. Holmes: 1 1-sh. at 5gns., T. R. Harvey. Ac. Pitt Bros. Ac. Lloyd (Pahiatua): 5 1-sh. at 2gns., Lloyd. Ac. Est. D. Mackay: 4 1-sh. at 3gns., T. R. Harvey. Ac. A. Holmes Warren: 5 1-sh. at 3½ gns., S. H. Oates. Ac. George McKay: 1 1-sh. at 9½gns., Foreman Bros. Ac. P. M. Compton: 15 at 3gns., A. Fligby. Ac. J. E. Hewitt: 1 2-sh. at 10gns., P. M. Compton; 1 2-sh. at 5gns., 1 2-sh. at 5gns., 1 1-sh. at 9½gns., 1 2-sh. at 7 gns., E. H. Schofield; 1 2-sh. at 5gns., O'Brien. Ac. R. W. Percy: 5 at 10gns., J. J. Nelson: 5 at 5gns., G. G. Nelson. Ac. C. J. Neil: 5 at 5gns., R. Laverton; 5 at 4gns., J. W. Sharp. Ac. T. Cameron: 5 at 4gns., 5 at 5gns. C. A. Cameron. xyxy=(322,384,443,837)
masthead xyxy=(0,8,1114,33)
subheadline: KENNEL CLASSES xyxy=(78,801,158,812)
article-wedding xyxy=(718,825,839,1137)
article-hotel-drama xyxy=(190,42,311,240)
article-late-commercial xyxy=(586,384,707,537)
section-heading: FLOCK LINCOLN RAMS. xyxy=(334,300,431,310)
headline: SECURITY ZONE xyxy=(613,41,680,73)
headline: CHAMPIONSHIPS xyxy=(65,261,175,278)
